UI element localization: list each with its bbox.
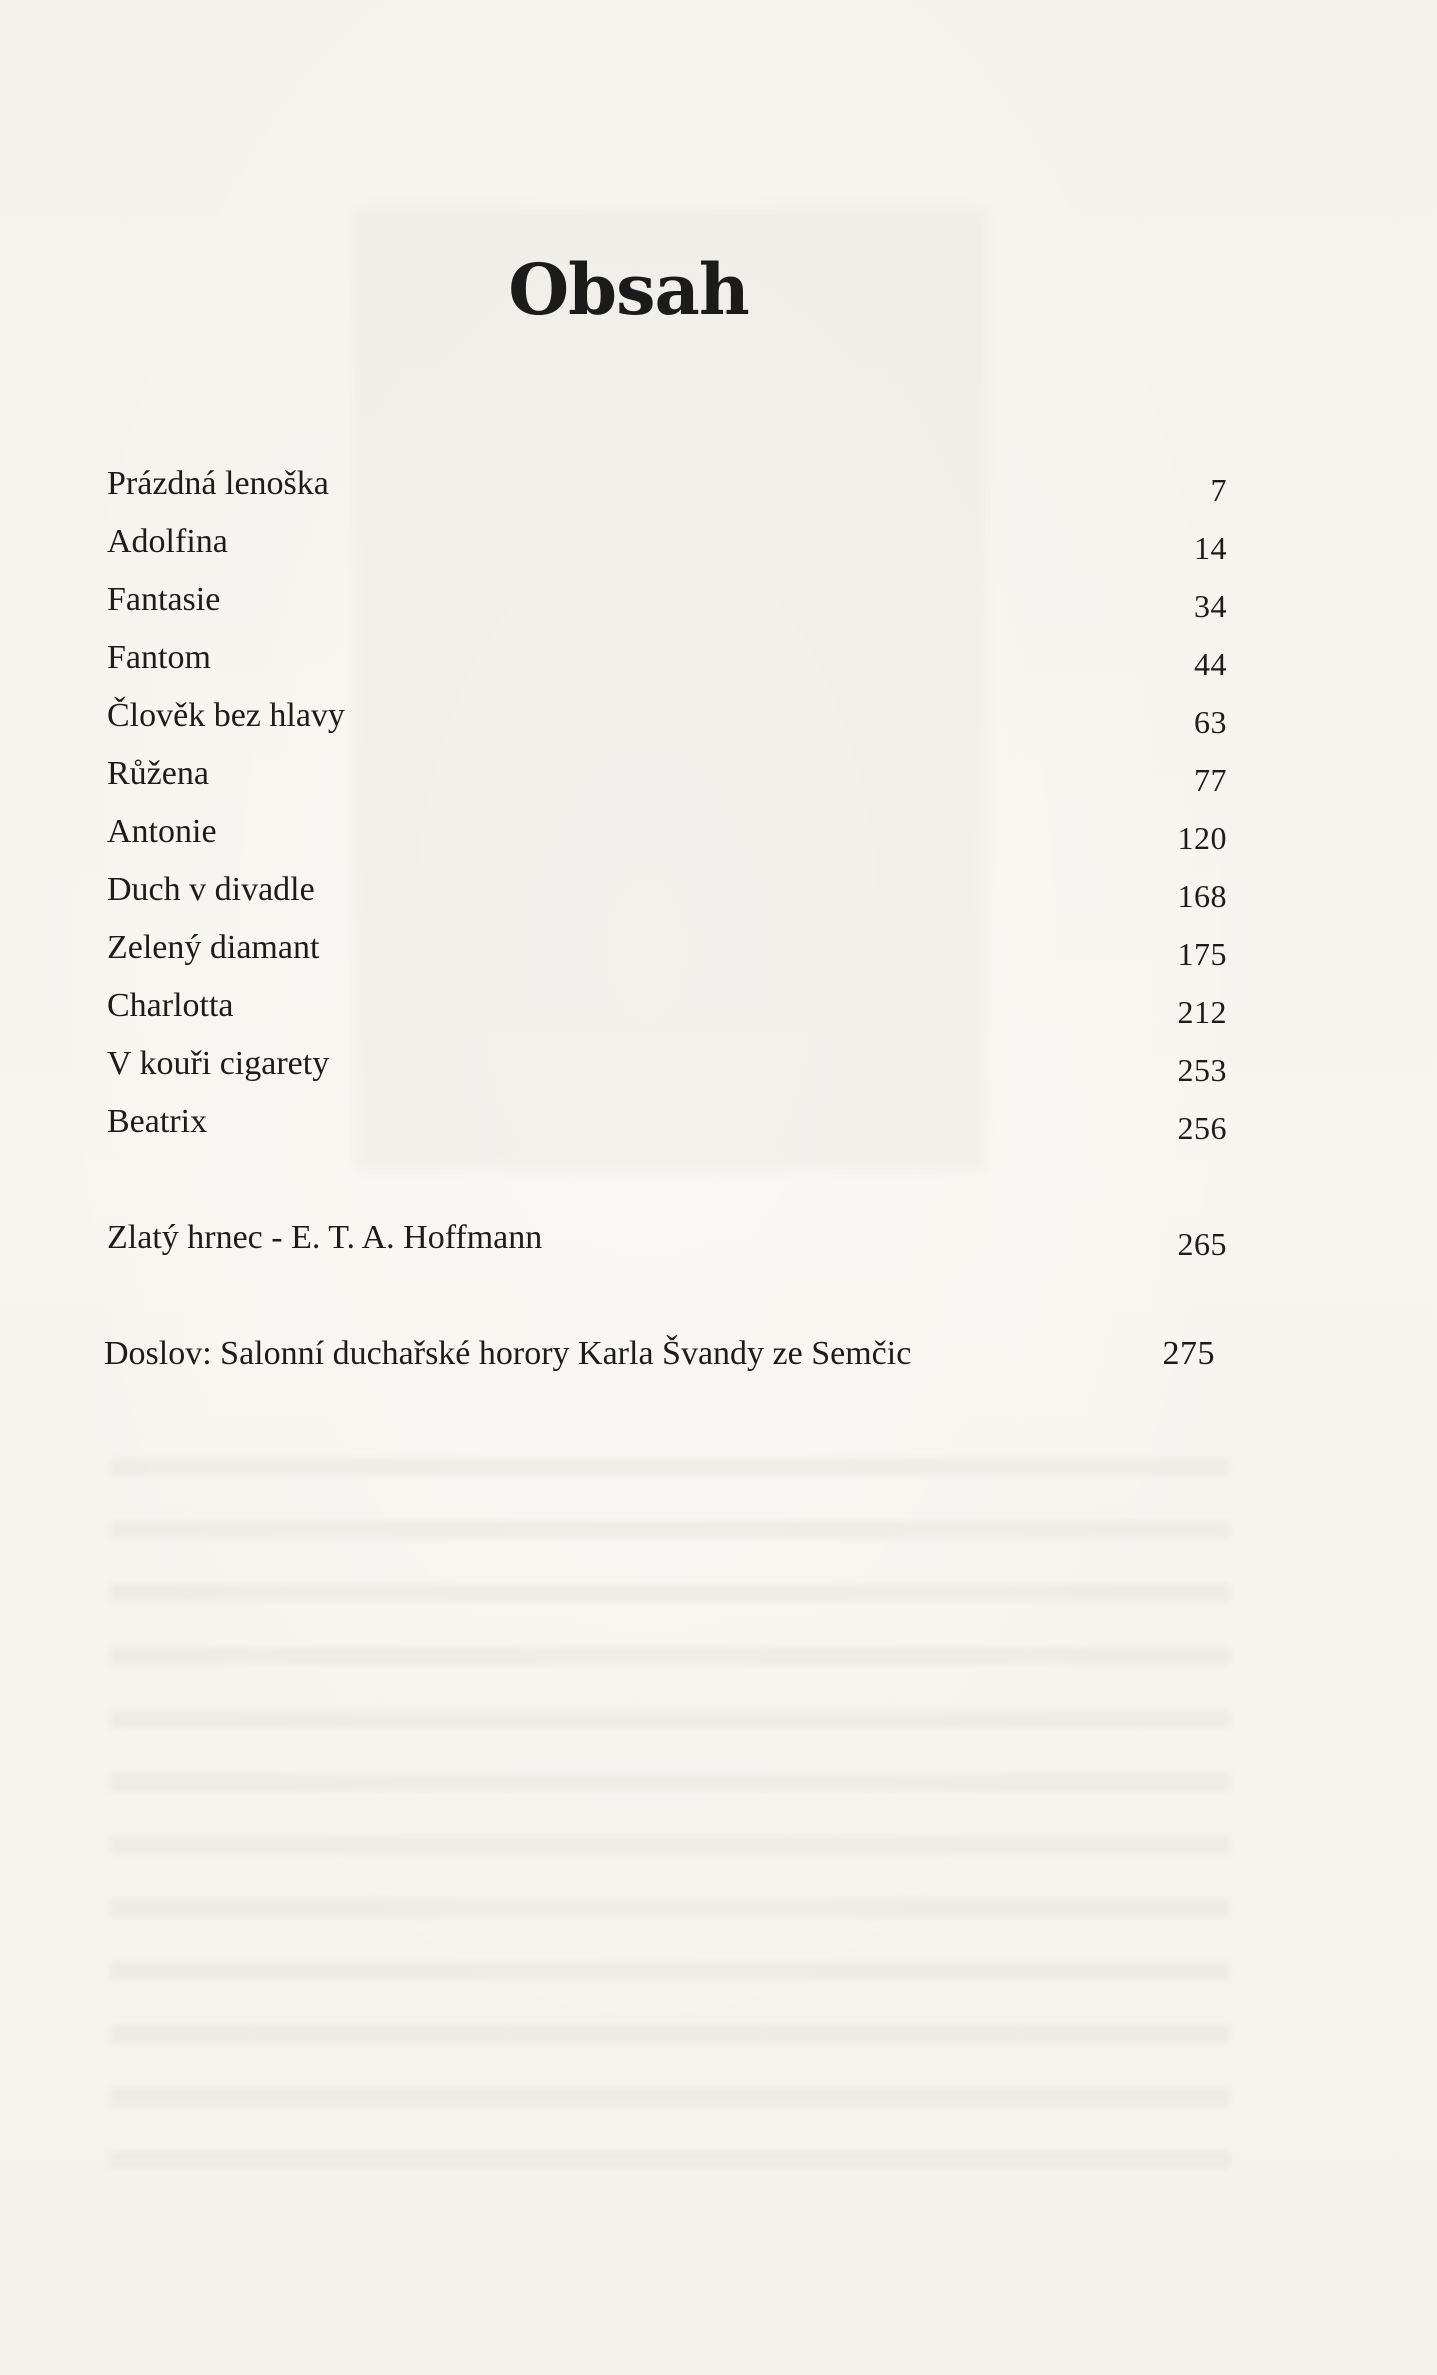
toc-entry-page: 63 [1194, 704, 1227, 740]
toc-entry-title: Duch v divadle [107, 871, 315, 908]
toc-entry-page: 34 [1194, 588, 1227, 624]
page-title: Obsah [508, 248, 749, 331]
toc-entry [107, 1035, 1227, 1093]
toc-entry [107, 977, 1227, 1035]
toc-entry-page: 212 [1177, 994, 1227, 1030]
toc-entry-page: 120 [1177, 820, 1227, 856]
toc-entry-title: Doslov: Salonní duchařské horory Karla Švandy ze Semčic [104, 1335, 912, 1372]
toc-entry-title: Beatrix [107, 1103, 208, 1140]
toc-entry [107, 513, 1227, 571]
toc-entry-title: Zelený diamant [107, 929, 320, 966]
toc-entry [107, 861, 1227, 919]
toc-entry [107, 1093, 1227, 1151]
toc-entry-title: Fantasie [107, 581, 221, 618]
toc-entry-title: Zlatý hrnec - E. T. A. Hoffmann [107, 1219, 543, 1256]
toc-entry-title: Adolfina [107, 523, 228, 560]
toc-entry [107, 455, 1227, 513]
toc-entry [107, 629, 1227, 687]
toc-entry-page: 44 [1194, 646, 1227, 682]
toc-entry [107, 919, 1227, 977]
toc-entry-page: 253 [1177, 1052, 1227, 1088]
toc-entry-page: 175 [1177, 936, 1227, 972]
toc-entry-title: Charlotta [107, 987, 234, 1024]
toc-entry-title: Růžena [107, 755, 209, 792]
toc-entry-page: 168 [1177, 878, 1227, 914]
toc-entry-page: 7 [1210, 472, 1227, 508]
toc-entry-title: Člověk bez hlavy [107, 697, 345, 734]
toc-entry [107, 687, 1227, 745]
toc-entry-page: 256 [1177, 1110, 1227, 1146]
toc-entry [107, 571, 1227, 629]
toc-entry-title: V kouři cigarety [107, 1045, 330, 1082]
toc-entry [107, 803, 1227, 861]
toc-entry-title: Prázdná lenoška [107, 465, 329, 502]
toc-entry-page: 275 [1162, 1335, 1215, 1372]
toc-entry-page: 14 [1194, 530, 1227, 566]
toc-entry-title: Fantom [107, 639, 211, 676]
toc-entry-bonus-story [107, 1209, 1227, 1267]
toc-entry [107, 745, 1227, 803]
toc-entry-afterword [104, 1325, 1227, 1383]
toc-entry-page: 77 [1194, 762, 1227, 798]
toc-entry-title: Antonie [107, 813, 217, 850]
table-of-contents [104, 455, 1227, 1383]
show-through-text-shadow [110, 1430, 1230, 2190]
toc-entry-page: 265 [1177, 1226, 1227, 1262]
